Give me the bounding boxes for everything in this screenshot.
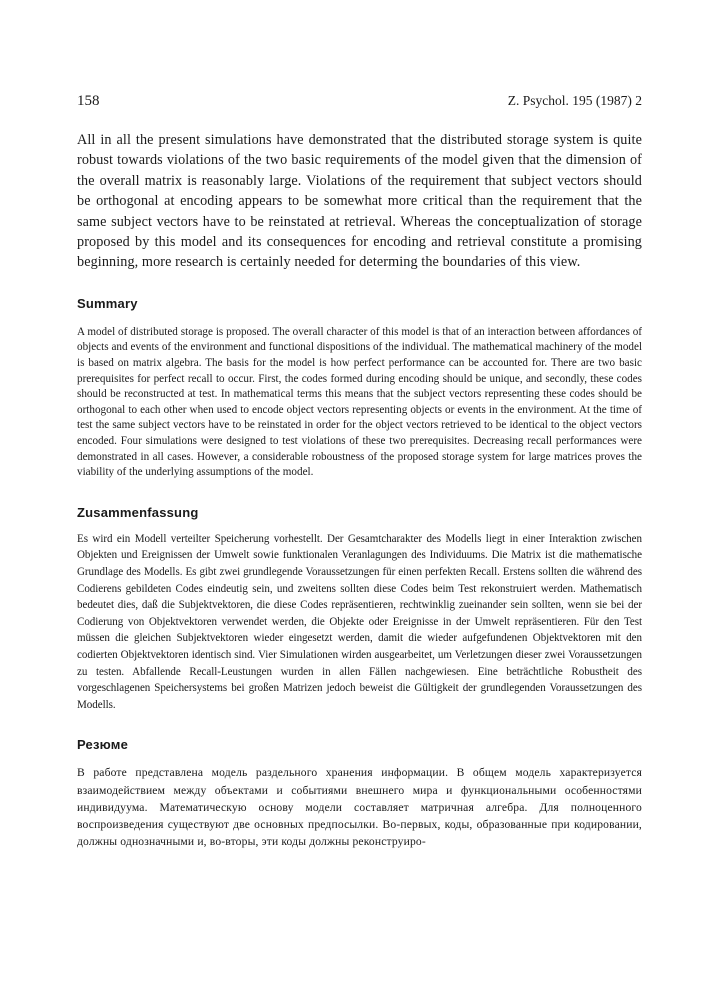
zusammenfassung-text: Es wird ein Modell verteilter Speicherung vorhestellt. Der Gesamtcharakter des Modells liegt in einer Interaktion zwischen Objekten und Ereignissen der Umwelt sowie funktionalen Veranlagungen des Individuums. Die Matrix ist die mathematische Grundlage des Modells. Es gibt zwei grundlegende Voraussetzungen für einen perfekten Recall. Erstens sollten die während des Codierens gebildeten Codes eindeutig sein, und zweitens sollten diese Codes beim Test rekonstruiert werden. Mathematisch bedeutet dies, daß die Subjektvektoren, die diese Codes repräsentieren, rechtwinklig zueinander sein sollten, wenn sie bei der Codierung von Objektvektoren verwendet werden, die Objekte oder Ereignisse in der Umwelt repräsentieren. Für den Test müssen die gleichen Subjektvektoren wieder eingesetzt werden, damit die wieder aufgefundenen Objektvektoren mit den codierten Objektvektoren identisch sind. Vier Simulationen wirden ausgearbeitet, um Verletzungen dieser zwei Voraussetzungen zu testen. Abfallende Recall-Leustungen wurden in allen Fällen nachgewiesen. Eine beträchtliche Robustheit des vorgeschlagenen Speichersystems bei großen Matrizen jedoch beweist die Gültigkeit der grundlegenden Voraussetzungen des Modells. (77, 532, 642, 711)
summary-text: A model of distributed storage is proposed. The overall character of this model is that of an interaction between affordances of objects and events of the environment and functional dispositions of the individual. The mathematical machinery of the model is based on matrix algebra. The basis for the model is how perfect performance can be accounted for. There are two basic prerequisites for perfect recall to occur. First, the codes formed during encoding should be unique, and secondly, these codes should be reconstructed at test. In mathematical terms this means that the subject vectors representing these codes should be orthogonal to each other when used to encode object vectors representing objects or events in the environment. At the time of test the same subject vectors have to be reinstated in order for the object vectors retrieved to be identical to the object vectors encoded. Four simulations were designed to test violations of these two prerequisites. Decreasing recall performances were demonstrated in all cases. However, a considerable roboustness of the proposed storage system for large matrices proves the viability of the underlying assumptions of the model. (77, 325, 642, 479)
page-number: 158 (77, 93, 100, 109)
journal-page (77, 93, 642, 850)
summary-section (77, 296, 642, 481)
page-header (77, 93, 642, 110)
zusammenfassung-heading: Zusammenfassung (77, 504, 199, 520)
summary-heading: Summary (77, 295, 138, 311)
zusammenfassung-section (77, 505, 642, 714)
journal-reference: Z. Psychol. 195 (1987) 2 (507, 93, 642, 108)
rezyume-section (77, 737, 642, 850)
rezyume-text: В работе представлена модель раздельного хранения информации. В общем модель характеризуется взаимодействием между объектами и событиями внешнего мира и функциональными особенностями индивидуума. Математическую основу модели составляет матричная алгебра. Для полноценного воспроизведения существуют две основных предпосылки. Во-первых, коды, образованные при кодировании, должны однозначными и, во-вторы, эти коды должны реконструиро- (77, 766, 642, 849)
rezyume-heading: Резюме (77, 737, 129, 753)
body-paragraph: All in all the present simulations have demonstrated that the distributed storage system is quite robust towards violations of the two basic requirements of the model given that the dimension of the overall matrix is reasonably large. Violations of the requirement that subject vectors should be orthogonal at encoding appears to be somewhat more critical than the requirement that the same subject vectors have to be reinstated at retrieval. Whereas the conceptualization of storage proposed by this model and its consequences for encoding and retrieval constitute a promising beginning, more research is certainly needed for determing the boundaries of this view. (77, 132, 642, 271)
